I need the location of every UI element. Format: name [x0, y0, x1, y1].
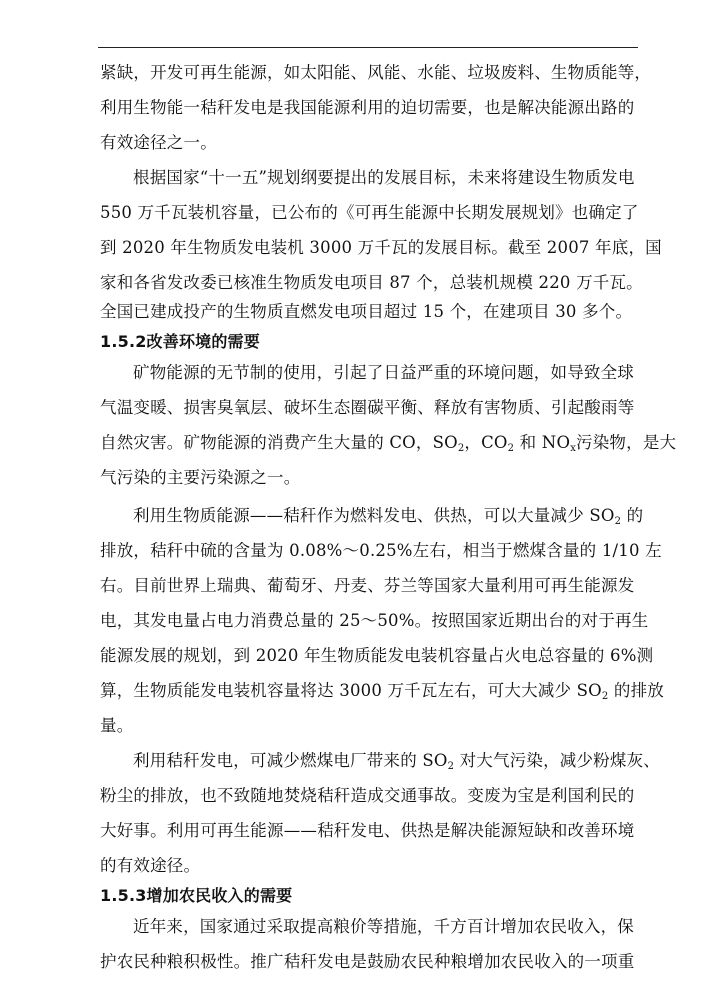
text-line: 有效途径之一。: [100, 133, 217, 152]
text-line: 护农民种粮积极性。推广秸秆发电是鼓励农民种粮增加农民收入的一项重: [100, 952, 635, 971]
text-line: 气温变暖、损害臭氧层、破坏生态圈碳平衡、释放有害物质、引起酸雨等: [100, 398, 635, 417]
text-run: 利用生物质能源——秸秆作为燃料发电、供热，可以大量减少 SO: [133, 506, 615, 525]
text-line: 电，其发电量占电力消费总量的 25～50%。按照国家近期出台的对于再生: [100, 611, 649, 630]
text-run: 自然灾害。矿物能源的消费产生大量的 CO，SO: [100, 433, 458, 452]
subscript: 2: [614, 516, 622, 527]
text-line: 气污染的主要污染源之一。: [100, 468, 301, 487]
text-line: 右。目前世界上瑞典、葡萄牙、丹麦、芬兰等国家大量利用可再生能源发: [100, 576, 635, 595]
text-line: 利用生物能一秸秆发电是我国能源利用的迫切需要，也是解决能源出路的: [100, 98, 635, 117]
text-line: 量。: [100, 716, 134, 735]
section-heading: 1.5.2改善环境的需要: [100, 332, 260, 351]
text-line: 的有效途径。: [100, 856, 201, 875]
subscript: 2: [447, 761, 455, 772]
text-line: 粉尘的排放，也不致随地焚烧秸秆造成交通事故。变废为宝是利国利民的: [100, 786, 635, 805]
paragraph-start: 根据国家“十一五”规划纲要提出的发展目标，未来将建设生物质发电: [133, 168, 635, 187]
subscript: x: [570, 443, 577, 454]
text-line: 排放，秸秆中硫的含量为 0.08%～0.25%左右，相当于燃煤含量的 1/10 左: [100, 541, 662, 560]
text-run: 和 NO: [514, 433, 571, 452]
paragraph-start: 近年来，国家通过采取提高粮价等措施，千方百计增加农民收入，保: [133, 917, 634, 936]
text-run: 对大气污染，减少粉煤灰、: [454, 751, 660, 770]
text-line: 大好事。利用可再生能源——秸秆发电、供热是解决能源短缺和改善环境: [100, 821, 635, 840]
text-run: 利用秸秆发电，可减少燃煤电厂带来的 SO: [133, 751, 448, 770]
paragraph-start: [133, 506, 644, 527]
text-line: 紧缺，开发可再生能源，如太阳能、风能、水能、垃圾废料、生物质能等，: [100, 63, 652, 82]
text-line: 到 2020 年生物质发电装机 3000 万千瓦的发展目标。截至 2007 年底，国: [100, 238, 662, 257]
section-heading: 1.5.3增加农民收入的需要: [100, 886, 293, 905]
paragraph-start: 矿物能源的无节制的使用，引起了日益严重的环境问题，如导致全球: [133, 363, 634, 382]
subscript: 2: [457, 443, 465, 454]
header-rule: [98, 47, 638, 48]
text-line: 能源发展的规划，到 2020 年生物质能发电装机容量占火电总容量的 6%测: [100, 646, 654, 665]
text-run: 污染物，是大: [576, 433, 677, 452]
text-line: [100, 681, 664, 702]
text-line: [100, 433, 677, 454]
text-run: ，CO: [464, 433, 508, 452]
text-run: 的: [621, 506, 644, 525]
text-line: 全国已建成投产的生物质直燃发电项目超过 15 个，在建项目 30 多个。: [100, 302, 633, 321]
text-run: 的排放: [608, 681, 664, 700]
text-line: 550 万千瓦装机容量，已公布的《可再生能源中长期发展规划》也确定了: [100, 203, 639, 222]
text-run: 算，生物质能发电装机容量将达 3000 万千瓦左右，可大大减少 SO: [100, 681, 602, 700]
text-line: 家和各省发改委已核准生物质发电项目 87 个，总装机规模 220 万千瓦。: [100, 273, 643, 292]
subscript: 2: [507, 443, 515, 454]
paragraph-start: [133, 751, 660, 772]
subscript: 2: [601, 691, 609, 702]
